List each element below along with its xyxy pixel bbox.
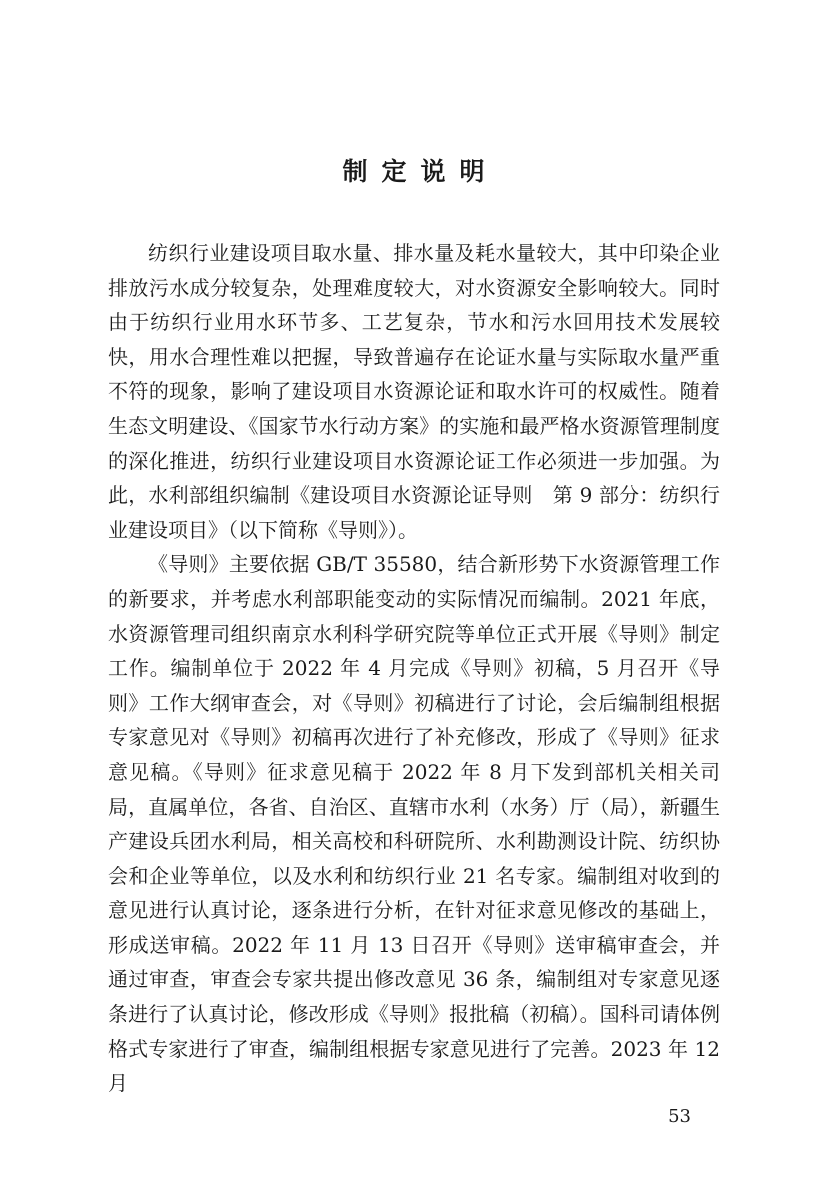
paragraph-background: 纺织行业建设项目取水量、排水量及耗水量较大，其中印染企业排放污水成分较复杂，处理难度较大，对水资源安全影响较大。同时由于纺织行业用水环节多、工艺复杂，节水和污水回用技术发展较快，用水合理性难以把握，导致普遍存在论证水量与实际取水量严重不符的现象，影响了建设项目水资源论证和取水许可的权威性。随着生态文明建设、《国家节水行动方案》的实施和最严格水资源管理制度的深化推进，纺织行业建设项目水资源论证工作必须进一步加强。为此，水利部组织编制《建设项目水资源论证导则 第 9 部分：纺织行业建设项目》（以下简称《导则》）。 <box>108 241 720 542</box>
page-title: 制定说明 <box>342 157 499 186</box>
body-text <box>108 236 720 1101</box>
page-number: 53 <box>668 1106 691 1127</box>
paragraph-process: 《导则》主要依据 GB/T 35580，结合新形势下水资源管理工作的新要求，并考虑水利部职能变动的实际情况而编制。2021 年底，水资源管理司组织南京水利科学研究院等单位正式开展《导则》制定工作。编制单位于 2022 年 4 月完成《导则》初稿，5 月召开《导则》工作大纲审查会，对《导则》初稿进行了讨论，会后编制组根据专家意见对《导则》初稿再次进行了补充修改，形成了《导则》征求意见稿。《导则》征求意见稿于 2022 年 8 月下发到部机关相关司局，直属单位，各省、自治区、直辖市水利（水务）厅（局），新疆生产建设兵团水利局，相关高校和科研院所、水利勘测设计院、纺织协会和企业等单位，以及水利和纺织行业 21 名专家。编制组对收到的意见进行认真讨论，逐条进行分析，在针对征求意见修改的基础上，形成送审稿。2022 年 11 月 13 日召开《导则》送审稿审查会，并通过审查，审查会专家共提出修改意见 36 条，编制组对专家意见逐条进行了认真讨论，修改形成《导则》报批稿（初稿）。国科司请体例格式专家进行了审查，编制组根据专家意见进行了完善。2023 年 12 月 <box>108 552 720 1096</box>
